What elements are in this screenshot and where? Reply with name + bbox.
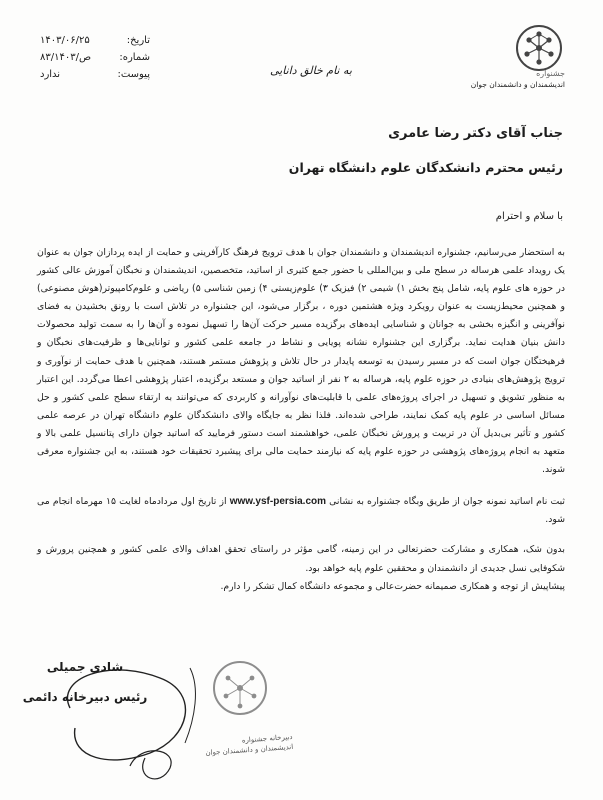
number-label: شماره: [119,52,150,63]
attachment-label: پیوست: [117,69,150,80]
festival-logo [425,22,565,97]
logo-text [471,68,565,90]
globe-logo-icon [513,22,565,74]
body-paragraph-1: به استحضار می‌رسانیم، جشنواره اندیشمندان و دانشمندان جوان با هدف ترویج فرهنگ کارآفرینی و حمایت از ایده پردازان جوان به عنوان یک رویداد علمی هرساله در سطح ملی و بین‌المللی با حضور جمع کثیری از اساتید، متخصصین، اندیشمندان و نخبگان آموزش عالی کشور در حوزه های علوم پایه، شامل پنج بخش ۱) شیمی ۲) فیزیک ۳) علوم‌زیستی ۴) زمین شناسی ۵) ریاضی و علوم‌کامپیوتر(هوش مصنوعی) و همچنین محیط‌زیست به عنوان رویکرد ویژه هشتمین دوره ، برگزار می‌شود، این جشنواره در تلاش است با رونق بخشیدن به فضای نوآفرینی و انگیزه بخشی به جوانان و شناسایی ایده‌های برگزیده مسیر حرکت آن‌ها را تسهیل نموده و آن‌ها را به سمت تولید محصولات دانش بنیان هدایت نماید. برگزاری این جشنواره نشانه پویایی و نشاط در جامعه علمی کشور و توانایی‌ها و ظرفیت‌های نخبگان و فرهیختگان جوان است که در مسیر رسیدن به توسعه پایدار در حال تلاش و پژوهش مستمر هستند، همچنین با هدف حمایت از نوآوری و ترویج پژوهش‌های بنیادی در حوزه علوم پایه، هرساله به ۲ نفر از اساتید جوان و مستعد برگزیده، اعتبار پژوهشی اعطا می‌گردد. این اعتبار به منظور تشویق و تسهیل در اجرای پروژه‌های علمی با قابلیت‌های نوآورانه و کاربردی که می‌توانند به ارتقاء سطح علمی کشور و حل مسائل اساسی در علوم پایه کمک نمایند، طراحی شده‌اند. فلذا نظر به جایگاه والای دانشکدگان علوم دانشگاه تهران در عرصه علمی کشور و تأثیر بی‌بدیل آن در تربیت و پرورش نخبگان علمی، خواهشمند است دستور فرمایید که اساتید جوان دارای پتانسیل علمی بالا و متعهد به انجام پروژه‌های پژوهشی در حوزه علوم پایه که نیازمند حمایت مالی برای پیشبرد تحقیقات خود هستند، به این جشنواره معرفی شوند. [37,247,565,476]
website-link[interactable]: www.ysf-persia.com [229,496,327,508]
number-row [40,49,150,66]
number-value: ۸۳/ص/۱۴۰۳ [40,52,92,63]
date-value: ۱۴۰۳/۰۶/۲۵ [40,35,90,46]
logo-line-1: جشنواره [536,69,565,78]
stamp-line-1: دبیرخانه جشنواره [241,732,293,745]
basmala: به نام خالق دانایی [270,64,352,77]
recipient-name: جناب آقای دکتر رضا عامری [388,126,563,141]
registration-text: ثبت نام اساتید نمونه جوان از طریق وبگاه جشنواره به نشانی [329,496,565,508]
letter-body [37,244,565,596]
stamp-line-2: اندیشمندان و دانشمندان جوان [205,742,294,758]
recipient-position: رئیس محترم دانشکدگان علوم دانشگاه تهران [288,160,563,175]
body-paragraph-3: بدون شک، همکاری و مشارکت حضرتعالی در این زمینه، گامی مؤثر در راستای تحقق اهداف والای علمی کشور و همچنین پرورش و شکوفایی نسل جدیدی از دانشمندان و محققین علوم پایه خواهد بود. [37,544,565,574]
logo-line-2: اندیشمندان و دانشمندان جوان [470,80,565,89]
letter-meta [40,32,150,83]
greeting: با سلام و احترام [495,211,563,222]
date-label: تاریخ: [126,35,150,46]
attachment-row [40,66,150,83]
body-paragraph-4: پیشاپیش از توجه و همکاری صمیمانه حضرت‌عالی و مجموعه دانشگاه کمال تشکر را دارم. [220,580,565,592]
attachment-value: ندارد [40,69,61,80]
body-paragraph-2 [37,493,565,529]
date-row [40,32,150,49]
signatory-title: رئیس دبیرخانه دائمی [22,690,148,704]
registration-dates: از تاریخ اول مردادماه لغایت ۱۵ مهرماه انجام می شود. [37,496,565,526]
signatory-name: شادی جمیلی [46,660,124,674]
